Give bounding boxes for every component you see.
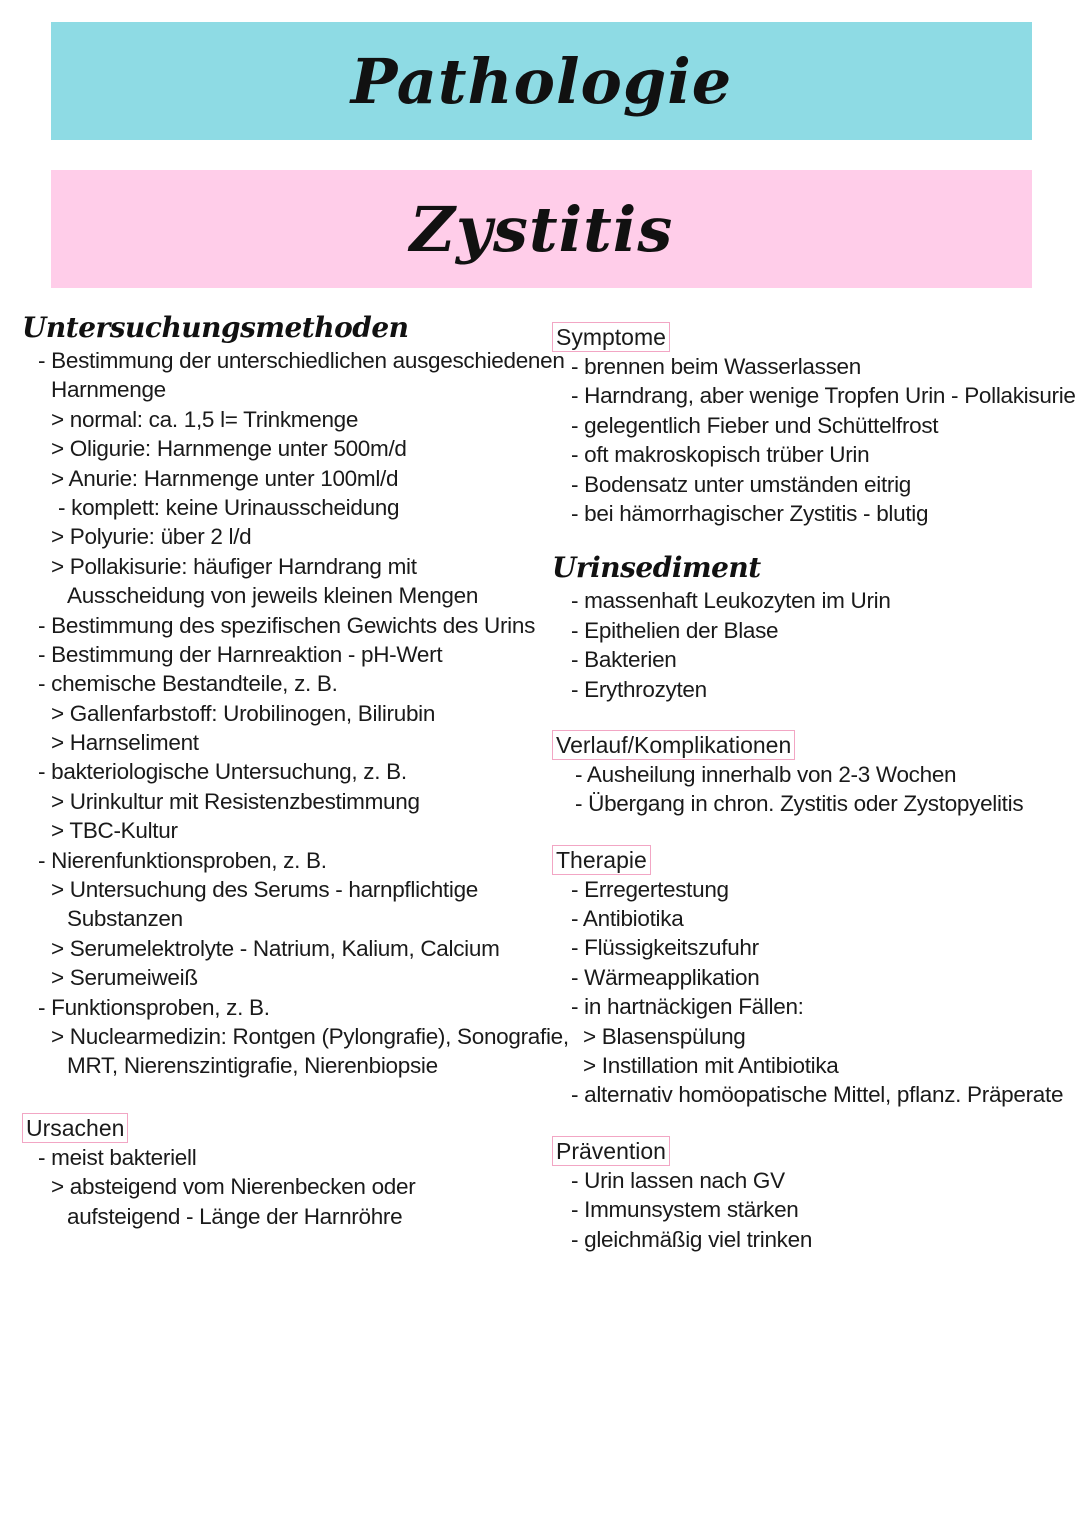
symptome-list: [552, 352, 1076, 528]
list-item: - Epithelien der Blase: [571, 617, 779, 643]
list-item: - Urin lassen nach GV: [571, 1167, 785, 1193]
list-item: - Antibiotika: [571, 906, 684, 932]
list-item: - alternativ homöopatische Mittel, pflanz. Präperate: [571, 1082, 1064, 1108]
list-item: - Bestimmung der Harnreaktion - pH-Wert: [38, 641, 443, 667]
list-item: - Bestimmung der unterschiedlichen ausgeschiedenen: [38, 348, 565, 373]
title-banner: [51, 22, 1032, 140]
list-item: > Urinkultur mit Resistenzbestimmung: [51, 788, 420, 814]
list-item: > absteigend vom Nierenbecken oder: [51, 1174, 416, 1200]
section-heading-untersuchungsmethoden: Untersuchungsmethoden: [22, 311, 409, 344]
list-item: - Erythrozyten: [571, 676, 707, 702]
section-praevention: [552, 1132, 1062, 1254]
list-item: > Serumelektrolyte - Natrium, Kalium, Calcium: [51, 935, 500, 961]
list-item: - Nierenfunktionsproben, z. B.: [38, 847, 327, 873]
list-item: > normal: ca. 1,5 l= Trinkmenge: [51, 406, 359, 432]
list-item: > Blasenspülung: [583, 1023, 746, 1049]
section-verlauf: [552, 726, 1062, 819]
list-item: - Funktionsproben, z. B.: [38, 994, 270, 1020]
list-item: - chemische Bestandteile, z. B.: [38, 671, 338, 697]
untersuchung-list: [22, 346, 569, 1081]
page-subtitle: Zystitis: [409, 192, 674, 266]
list-item: > Gallenfarbstoff: Urobilinogen, Bilirubin: [51, 700, 436, 726]
list-item: aufsteigend - Länge der Harnröhre: [67, 1203, 403, 1229]
list-item: - gelegentlich Fieber und Schüttelfrost: [571, 412, 939, 438]
list-item: - oft makroskopisch trüber Urin: [571, 442, 870, 468]
list-item: > Serumeiweiß: [51, 965, 198, 991]
list-item: - meist bakteriell: [38, 1144, 197, 1170]
list-item: - massenhaft Leukozyten im Urin: [571, 588, 891, 614]
section-heading-verlauf: Verlauf/Komplikationen: [552, 730, 795, 760]
section-heading-urinsediment: Urinsediment: [552, 551, 761, 585]
list-item: > Pollakisurie: häufiger Harndrang mit: [51, 553, 417, 579]
list-item: - Übergang in chron. Zystitis oder Zystopyelitis: [575, 791, 1024, 817]
left-column: [22, 310, 569, 1231]
list-item: Ausscheidung von jeweils kleinen Mengen: [67, 583, 479, 609]
section-heading-symptome: Symptome: [552, 322, 670, 352]
list-item: - Bestimmung des spezifischen Gewichts des Urins: [38, 612, 536, 638]
list-item: - brennen beim Wasserlassen: [571, 354, 861, 379]
section-urinsediment: [552, 550, 1062, 704]
list-item: - Erregertestung: [571, 876, 729, 902]
section-heading-ursachen: Ursachen: [22, 1113, 128, 1143]
list-item: - bei hämorrhagischer Zystitis - blutig: [571, 500, 929, 526]
urinsediment-list: [552, 586, 1062, 704]
list-item: MRT, Nierenszintigrafie, Nierenbiopsie: [67, 1053, 438, 1079]
ursachen-list: [22, 1143, 532, 1231]
list-item: Substanzen: [67, 906, 183, 932]
list-item: > Untersuchung des Serums - harnpflichtige: [51, 877, 479, 903]
list-item: - komplett: keine Urinausscheidung: [58, 494, 400, 520]
subtitle-banner: [51, 170, 1032, 288]
list-item: - Ausheilung innerhalb von 2-3 Wochen: [575, 761, 957, 787]
list-item: - Flüssigkeitszufuhr: [571, 935, 759, 961]
section-therapie: [552, 841, 1062, 1110]
section-ursachen: [22, 1109, 532, 1231]
right-column: [552, 318, 1076, 1254]
list-item: > Oligurie: Harnmenge unter 500m/d: [51, 436, 407, 462]
list-item: Harnmenge: [51, 377, 166, 403]
list-item: - Bakterien: [571, 647, 677, 673]
list-item: - in hartnäckigen Fällen:: [571, 994, 804, 1020]
list-item: > Polyurie: über 2 l/d: [51, 524, 252, 550]
list-item: - Wärmeapplikation: [571, 964, 760, 990]
list-item: > TBC-Kultur: [51, 818, 178, 844]
list-item: - Immunsystem stärken: [571, 1197, 799, 1223]
therapie-list: [552, 875, 1062, 1110]
list-item: > Nuclearmedizin: Rontgen (Pylongrafie), Sonografie,: [51, 1023, 569, 1049]
verlauf-list: [552, 760, 1062, 819]
praevention-list: [552, 1166, 1062, 1254]
section-untersuchungsmethoden: [22, 310, 569, 1081]
list-item: - Bodensatz unter umständen eitrig: [571, 471, 912, 497]
list-item: > Instillation mit Antibiotika: [583, 1053, 839, 1079]
page-title: Pathologie: [350, 44, 733, 118]
list-item: - gleichmäßig viel trinken: [571, 1226, 813, 1252]
list-item: > Anurie: Harnmenge unter 100ml/d: [51, 465, 399, 491]
section-heading-praevention: Prävention: [552, 1136, 670, 1166]
section-symptome: [552, 318, 1076, 528]
section-heading-therapie: Therapie: [552, 845, 651, 875]
list-item: - Harndrang, aber wenige Tropfen Urin - Pollakisurie: [571, 383, 1076, 409]
list-item: - bakteriologische Untersuchung, z. B.: [38, 759, 407, 785]
list-item: > Harnseliment: [51, 730, 199, 756]
